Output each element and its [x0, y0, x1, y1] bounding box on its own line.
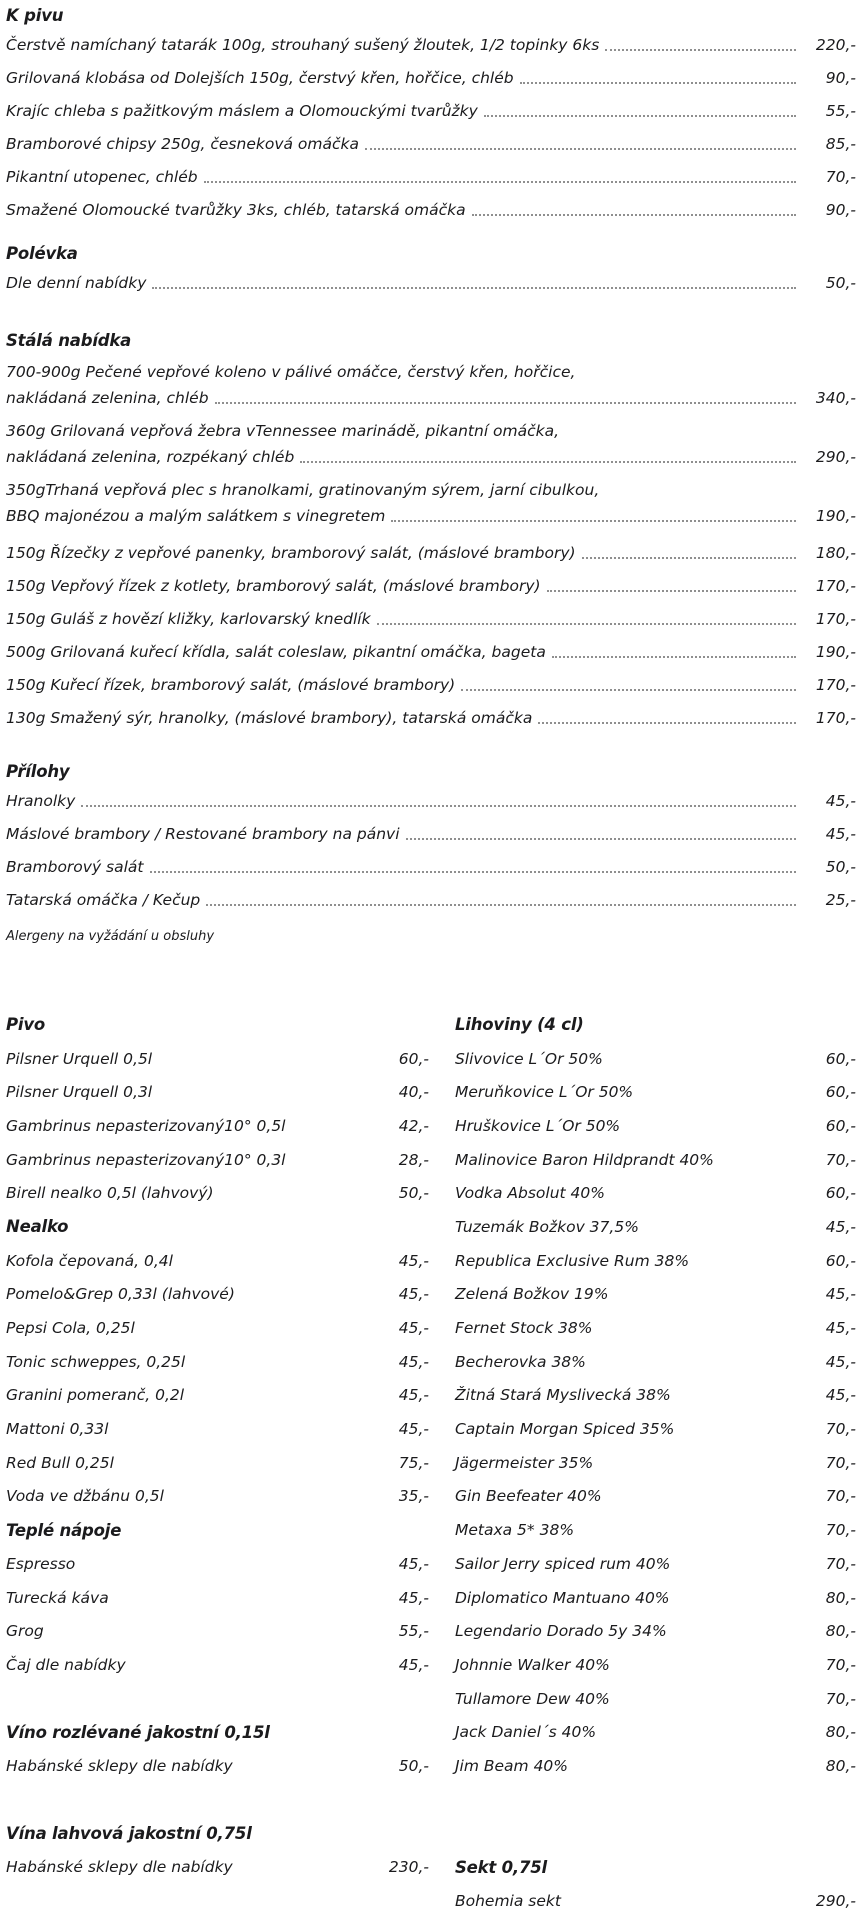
dot-leader	[300, 461, 796, 463]
section-title: Vína lahvová jakostní 0,75l	[6, 1823, 252, 1843]
menu-item	[6, 1581, 429, 1615]
menu-item	[455, 1210, 856, 1244]
item-text: 150g Guláš z hovězí kližky, karlovarský knedlík	[6, 609, 371, 628]
menu-item	[6, 359, 856, 411]
menu-item	[455, 1412, 856, 1446]
menu-item	[455, 1547, 856, 1581]
item-text: Espresso	[6, 1554, 76, 1573]
item-text-line1: 700-900g Pečené vepřové koleno v pálivé omáčce, čerstvý křen, hořčice,	[6, 363, 576, 381]
section-title-row	[455, 1850, 856, 1884]
item-text: Zelená Božkov 19%	[454, 1285, 609, 1304]
item-text: Bramborové chipsy 250g, česneková omáčka	[6, 134, 359, 153]
item-price: 80,-	[825, 1588, 856, 1607]
menu-item	[6, 1143, 429, 1177]
item-text: Gambrinus nepasterizovaný10° 0,5l	[6, 1116, 286, 1135]
menu-item	[6, 635, 856, 668]
item-price: 70,-	[825, 1487, 856, 1506]
item-text: Meruňkovice L´Or 50%	[454, 1083, 634, 1102]
item-price: 230,-	[388, 1858, 429, 1877]
item-price: 80,-	[825, 1622, 856, 1641]
item-price: 290,-	[815, 448, 856, 466]
section-title: K pivu	[6, 5, 64, 25]
item-price: 45,-	[398, 1655, 429, 1674]
item-text: Žitná Stará Myslivecká 38%	[454, 1386, 671, 1405]
section-title-row	[6, 1715, 429, 1749]
item-price: 55,-	[398, 1622, 429, 1641]
item-price: 170,-	[815, 609, 856, 628]
dot-leader	[204, 181, 796, 183]
item-text-line1: 360g Grilovaná vepřová žebra vTennessee marinádě, pikantní omáčka,	[6, 422, 560, 440]
item-price: 42,-	[398, 1116, 429, 1135]
item-text: Hranolky	[6, 791, 76, 810]
item-text: Habánské sklepy dle nabídky	[6, 1858, 233, 1877]
item-text: Republica Exclusive Rum 38%	[454, 1251, 690, 1270]
section-prilohy	[6, 758, 856, 916]
item-price: 50,-	[398, 1184, 429, 1203]
dot-leader	[150, 871, 796, 873]
item-price: 45,-	[398, 1420, 429, 1439]
dot-leader	[582, 557, 796, 559]
dot-leader	[391, 520, 796, 522]
dot-leader	[215, 402, 796, 404]
menu-item	[6, 1547, 429, 1581]
item-text: Dle denní nabídky	[6, 273, 147, 292]
menu-item	[455, 1480, 856, 1514]
menu-item	[455, 1581, 856, 1615]
menu-item	[6, 127, 856, 160]
item-text: Grog	[6, 1622, 44, 1641]
menu-item	[455, 1176, 856, 1210]
item-price: 290,-	[815, 1891, 856, 1910]
item-text: Čerstvě namíchaný tatarák 100g, strouhaný sušený žloutek, 1/2 topinky 6ks	[6, 35, 600, 54]
item-price: 50,-	[825, 857, 856, 876]
item-text: Malinovice Baron Hildprandt 40%	[454, 1150, 714, 1169]
section-title-row	[455, 1008, 856, 1042]
dot-leader	[461, 689, 796, 691]
item-price: 190,-	[815, 507, 856, 525]
menu-item	[6, 61, 856, 94]
item-price: 80,-	[825, 1723, 856, 1742]
section-title-row	[6, 2, 856, 28]
menu-item	[455, 1042, 856, 1076]
item-price: 45,-	[398, 1285, 429, 1304]
item-price: 60,-	[825, 1251, 856, 1270]
menu-item	[6, 1042, 429, 1076]
menu-item	[6, 28, 856, 61]
item-text: Gin Beefeater 40%	[454, 1487, 602, 1506]
menu-item	[6, 1614, 429, 1648]
item-price: 35,-	[398, 1487, 429, 1506]
item-price: 170,-	[815, 576, 856, 595]
section-title: Lihoviny (4 cl)	[454, 1015, 584, 1035]
section-title: Přílohy	[6, 761, 70, 781]
item-text: Pilsner Urquell 0,3l	[6, 1083, 153, 1102]
item-price: 90,-	[825, 68, 856, 87]
section-title: Sekt 0,75l	[454, 1857, 548, 1877]
section-title: Víno rozlévané jakostní 0,15l	[6, 1722, 270, 1742]
menu-item	[455, 1614, 856, 1648]
menu-item	[6, 1075, 429, 1109]
item-text: Krajíc chleba s pažitkovým máslem a Olomouckými tvarůžky	[6, 101, 478, 120]
dot-leader	[552, 656, 796, 658]
menu-item	[6, 1109, 429, 1143]
item-text: Pilsner Urquell 0,5l	[6, 1049, 153, 1068]
item-text: Mattoni 0,33l	[6, 1420, 109, 1439]
item-text: Jägermeister 35%	[454, 1453, 594, 1472]
item-price: 45,-	[825, 1285, 856, 1304]
item-price: 70,-	[825, 1554, 856, 1573]
item-text: Smažené Olomoucké tvarůžky 3ks, chléb, tatarská omáčka	[6, 200, 466, 219]
item-text: Bramborový salát	[6, 857, 144, 876]
menu-item	[6, 1412, 429, 1446]
menu-item	[455, 1715, 856, 1749]
item-price: 70,-	[825, 1453, 856, 1472]
item-price: 170,-	[815, 675, 856, 694]
item-price: 45,-	[825, 824, 856, 843]
dot-leader	[538, 722, 796, 724]
menu-item	[6, 784, 856, 817]
item-text: 150g Řízečky z vepřové panenky, bramborový salát, (máslové brambory)	[6, 543, 576, 562]
item-text: Turecká káva	[6, 1588, 109, 1607]
section-title-row	[6, 1513, 429, 1547]
item-price: 28,-	[398, 1150, 429, 1169]
item-text-line2: nakládaná zelenina, chléb	[6, 389, 209, 407]
menu-item	[455, 1109, 856, 1143]
item-price: 90,-	[825, 200, 856, 219]
menu-item	[6, 1850, 429, 1884]
menu-item	[6, 1311, 429, 1345]
item-text: Granini pomeranč, 0,2l	[6, 1386, 185, 1405]
section-title: Nealko	[6, 1217, 69, 1237]
item-text: Vodka Absolut 40%	[454, 1184, 605, 1203]
item-price: 70,-	[825, 1420, 856, 1439]
item-text: 130g Smažený sýr, hranolky, (máslové brambory), tatarská omáčka	[6, 708, 533, 727]
item-price: 45,-	[398, 1588, 429, 1607]
item-price: 70,-	[825, 1150, 856, 1169]
dot-leader	[605, 49, 796, 51]
item-price: 50,-	[398, 1756, 429, 1775]
spacer	[6, 1682, 429, 1716]
menu-item	[6, 1648, 429, 1682]
item-price: 340,-	[815, 389, 856, 407]
menu-item	[6, 701, 856, 734]
item-price: 70,-	[825, 1689, 856, 1708]
item-price: 70,-	[825, 1521, 856, 1540]
item-text: Legendario Dorado 5y 34%	[454, 1622, 667, 1641]
item-price: 45,-	[825, 1386, 856, 1405]
item-text-line2: BBQ majonézou a malým salátkem s vinegretem	[6, 507, 386, 525]
menu-item	[455, 1379, 856, 1413]
section-title-row	[6, 240, 856, 266]
menu-item	[6, 1379, 429, 1413]
menu-item	[6, 266, 856, 299]
section-stala-nabidka	[6, 327, 856, 734]
dot-leader	[377, 623, 796, 625]
section-title: Pivo	[6, 1015, 46, 1035]
item-price: 40,-	[398, 1083, 429, 1102]
menu-item	[6, 418, 856, 470]
menu-item	[6, 160, 856, 193]
section-k-pivu	[6, 2, 856, 226]
menu-item	[6, 1345, 429, 1379]
item-text-line1: 350gTrhaná vepřová plec s hranolkami, gratinovaným sýrem, jarní cibulkou,	[6, 481, 600, 499]
section-title-row	[6, 1817, 429, 1851]
item-text: Jack Daniel´s 40%	[454, 1723, 597, 1742]
item-price: 80,-	[825, 1756, 856, 1775]
item-text: 500g Grilovaná kuřecí křídla, salát coleslaw, pikantní omáčka, bageta	[6, 642, 546, 661]
section-polevka	[6, 240, 856, 299]
drinks-columns	[6, 1008, 856, 1918]
item-price: 60,-	[825, 1116, 856, 1135]
section-title: Teplé nápoje	[6, 1520, 122, 1540]
dot-leader	[472, 214, 796, 216]
item-price: 70,-	[825, 1655, 856, 1674]
item-text: Sailor Jerry spiced rum 40%	[454, 1554, 671, 1573]
item-text: Voda ve džbánu 0,5l	[6, 1487, 164, 1506]
item-text: Tullamore Dew 40%	[454, 1689, 610, 1708]
item-text: Habánské sklepy dle nabídky	[6, 1756, 233, 1775]
item-price: 85,-	[825, 134, 856, 153]
menu-item	[6, 477, 856, 529]
item-price: 25,-	[825, 890, 856, 909]
spacer	[455, 1783, 856, 1850]
menu-item	[455, 1278, 856, 1312]
item-text: Tuzemák Božkov 37,5%	[454, 1217, 639, 1236]
item-price: 45,-	[825, 1352, 856, 1371]
item-text: Captain Morgan Spiced 35%	[454, 1420, 675, 1439]
dot-leader	[547, 590, 796, 592]
section-title-row	[6, 1210, 429, 1244]
item-price: 70,-	[825, 167, 856, 186]
item-price: 45,-	[825, 1217, 856, 1236]
item-line2-row	[6, 444, 856, 470]
drinks-column-left	[6, 1008, 429, 1884]
section-title: Stálá nabídka	[6, 330, 132, 350]
item-text: Grilovaná klobása od Dolejších 150g, čerstvý křen, hořčice, chléb	[6, 68, 514, 87]
item-price: 55,-	[825, 101, 856, 120]
item-price: 170,-	[815, 708, 856, 727]
dot-leader	[520, 82, 796, 84]
item-price: 190,-	[815, 642, 856, 661]
dot-leader	[484, 115, 796, 117]
item-text: Pomelo&Grep 0,33l (lahvové)	[6, 1285, 235, 1304]
menu-item	[6, 193, 856, 226]
dot-leader	[206, 904, 796, 906]
item-price: 45,-	[825, 791, 856, 810]
item-price: 45,-	[825, 1319, 856, 1338]
menu-item	[455, 1513, 856, 1547]
item-text: Tonic schweppes, 0,25l	[6, 1352, 186, 1371]
item-text: Diplomatico Mantuano 40%	[454, 1588, 670, 1607]
menu-item	[6, 817, 856, 850]
menu-item	[455, 1648, 856, 1682]
spacer	[6, 1783, 429, 1817]
menu-item	[6, 1278, 429, 1312]
menu-item	[6, 883, 856, 916]
item-text: Kofola čepovaná, 0,4l	[6, 1251, 173, 1270]
item-price: 60,-	[825, 1083, 856, 1102]
menu-item	[6, 668, 856, 701]
menu-item	[6, 1176, 429, 1210]
item-text: Máslové brambory / Restované brambory na pánvi	[6, 824, 400, 843]
item-text: Hruškovice L´Or 50%	[454, 1116, 621, 1135]
menu-item	[6, 1446, 429, 1480]
item-text: Bohemia sekt	[454, 1891, 561, 1910]
item-price: 60,-	[825, 1184, 856, 1203]
section-title-row	[6, 1008, 429, 1042]
item-text: Fernet Stock 38%	[454, 1319, 593, 1338]
item-text: Tatarská omáčka / Kečup	[6, 890, 201, 909]
item-text: Becherovka 38%	[454, 1352, 586, 1371]
menu-item	[6, 536, 856, 569]
dot-leader	[406, 838, 796, 840]
section-title: Polévka	[6, 243, 78, 263]
allergen-note: Alergeny na vyžádání u obsluhy	[6, 928, 215, 944]
item-price: 45,-	[398, 1554, 429, 1573]
item-price: 45,-	[398, 1386, 429, 1405]
menu-item	[455, 1244, 856, 1278]
item-line2-row	[6, 503, 856, 529]
dot-leader	[152, 287, 796, 289]
item-price: 45,-	[398, 1251, 429, 1270]
item-text: Pepsi Cola, 0,25l	[6, 1319, 135, 1338]
item-text: 150g Vepřový řízek z kotlety, bramborový salát, (máslové brambory)	[6, 576, 541, 595]
item-text: Metaxa 5* 38%	[454, 1521, 575, 1540]
item-price: 45,-	[398, 1352, 429, 1371]
item-text: Čaj dle nabídky	[6, 1655, 126, 1674]
item-price: 60,-	[825, 1049, 856, 1068]
menu-item	[6, 1480, 429, 1514]
item-price: 75,-	[398, 1453, 429, 1472]
menu-item	[455, 1749, 856, 1783]
item-price: 45,-	[398, 1319, 429, 1338]
item-price: 50,-	[825, 273, 856, 292]
menu-item	[455, 1884, 856, 1918]
menu-item	[6, 1244, 429, 1278]
item-price: 220,-	[815, 35, 856, 54]
menu-item	[6, 602, 856, 635]
section-title-row	[6, 327, 856, 353]
item-line2-row	[6, 385, 856, 411]
item-price: 60,-	[398, 1049, 429, 1068]
menu-item	[455, 1446, 856, 1480]
dot-leader	[81, 805, 796, 807]
item-text: Birell nealko 0,5l (lahvový)	[6, 1184, 214, 1203]
item-text: Pikantní utopenec, chléb	[6, 167, 198, 186]
item-text-line2: nakládaná zelenina, rozpékaný chléb	[6, 448, 295, 466]
menu-item	[6, 850, 856, 883]
item-text: Jim Beam 40%	[454, 1756, 569, 1775]
item-text: Gambrinus nepasterizovaný10° 0,3l	[6, 1150, 286, 1169]
item-text: Slivovice L´Or 50%	[454, 1049, 603, 1068]
menu-item	[455, 1682, 856, 1716]
menu-item	[455, 1345, 856, 1379]
menu-item	[455, 1075, 856, 1109]
item-text: 150g Kuřecí řízek, bramborový salát, (máslové brambory)	[6, 675, 456, 694]
menu-item	[6, 1749, 429, 1783]
dot-leader	[365, 148, 796, 150]
item-price: 180,-	[815, 543, 856, 562]
section-title-row	[6, 758, 856, 784]
item-text: Johnnie Walker 40%	[454, 1655, 610, 1674]
menu-item	[6, 94, 856, 127]
item-text: Red Bull 0,25l	[6, 1453, 114, 1472]
menu-item	[6, 569, 856, 602]
menu-item	[455, 1143, 856, 1177]
menu-item	[455, 1311, 856, 1345]
drinks-column-right	[455, 1008, 856, 1918]
